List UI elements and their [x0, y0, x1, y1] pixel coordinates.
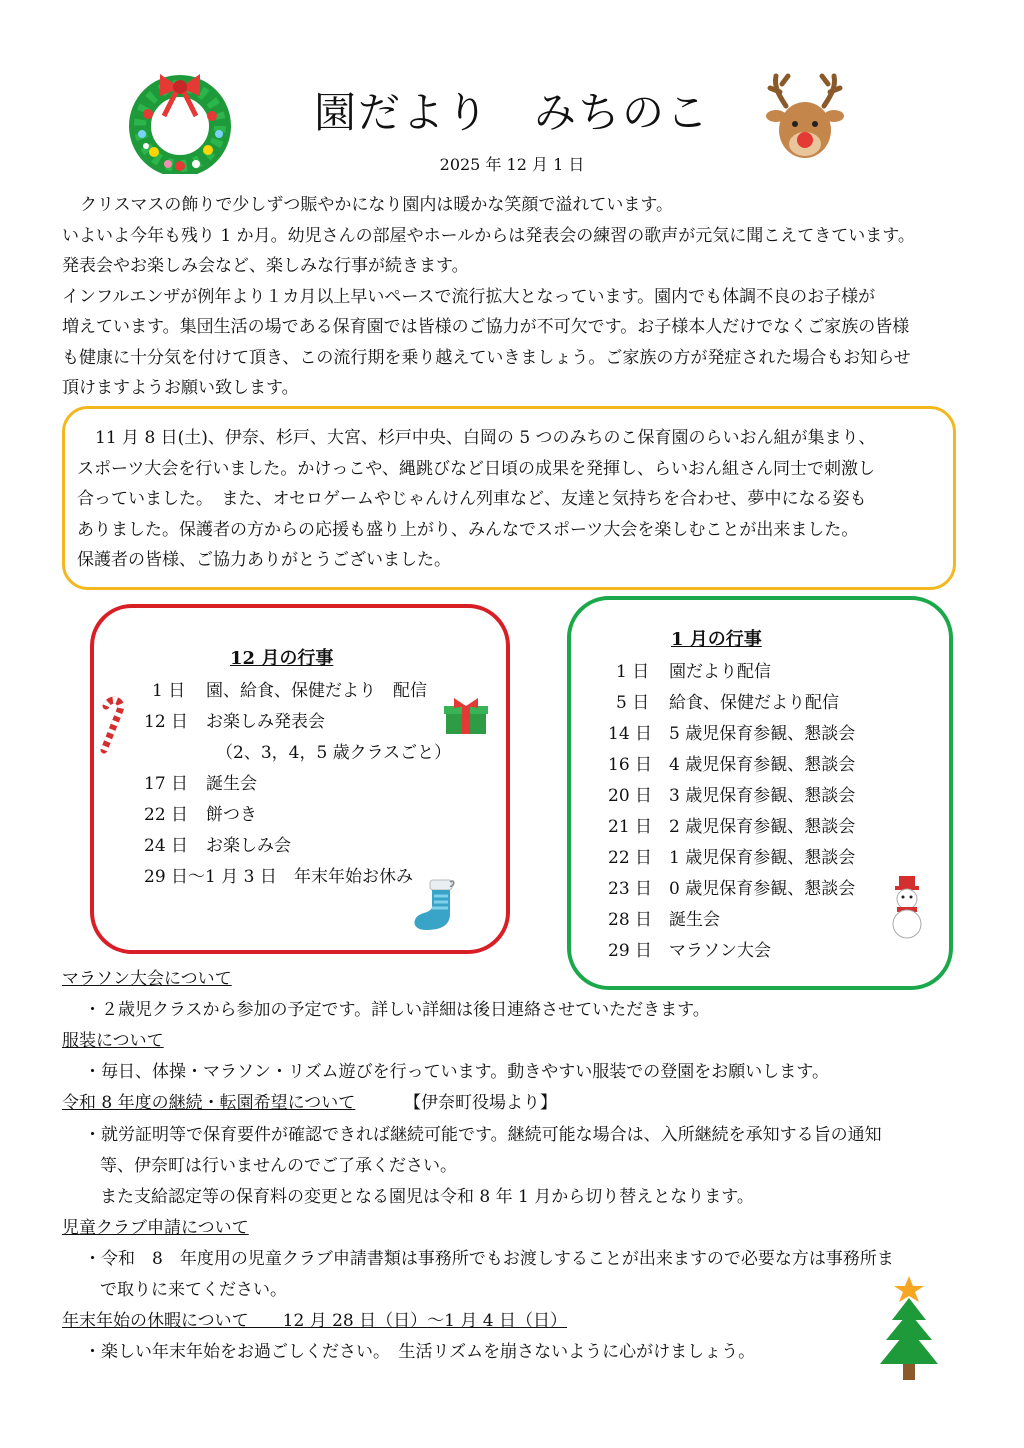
event-text: お楽しみ発表会	[206, 712, 325, 732]
page-title: 園だより みちのこ	[313, 88, 710, 137]
event-text: 0 歳児保育参観、懇談会	[669, 879, 856, 899]
notice-body: ・毎日、体操・マラソン・リズム遊びを行っています。動きやすい服装での登園をお願いします。	[84, 1062, 829, 1082]
intro-line: 増えています。集団生活の場である保育園では皆様のご協力が不可欠です。お子様本人だけでなくご家族の皆様	[62, 317, 910, 337]
event-text: マラソン大会	[669, 941, 771, 961]
notice-heading: 年末年始の休暇について 12 月 28 日（日）〜1 月 4 日（日）	[62, 1311, 567, 1331]
event-day: 22 日	[144, 805, 189, 825]
notice-body: ・令和 8 年度用の児童クラブ申請書類は事務所でもお渡しすることが出来ますので必要な方は事務所ま	[84, 1249, 894, 1269]
notice-heading: 服装について	[62, 1031, 164, 1051]
event-day: 5 日	[616, 693, 650, 713]
event-day: 12 日	[144, 712, 189, 732]
intro-line: インフルエンザが例年より１カ月以上早いペースで流行拡大となっています。園内でも体調不良のお子様が	[62, 286, 876, 307]
event-text: お楽しみ会	[206, 836, 291, 856]
intro-line: も健康に十分気を付けて頂き、この流行期を乗り越えていきましょう。ご家族の方が発症された場合もお知らせ	[62, 347, 911, 368]
event-day: 1 日	[616, 662, 650, 682]
event-text: 3 歳児保育参観、懇談会	[669, 786, 856, 806]
event-day: 24 日	[144, 836, 189, 856]
event-text: 園、給食、保健だより 配信	[206, 681, 427, 701]
issue-date: 2025 年 12 月 1 日	[439, 155, 585, 174]
notice-heading: 令和 8 年度の継続・転園希望について	[62, 1093, 356, 1113]
snowman-icon	[888, 874, 926, 940]
sports-line: ありました。保護者の方からの応援も盛り上がり、みんなでスポーツ大会を楽しむことが出来ました。	[77, 519, 859, 540]
sports-line: 合っていました。 また、オセロゲームやじゃんけん列車など、友達と気持ちを合わせ、夢中になる姿も	[77, 489, 867, 509]
event-text: 餅つき	[206, 805, 257, 825]
intro-line: 発表会やお楽しみ会など、楽しみな行事が続きます。	[62, 256, 469, 276]
intro-line: 頂けますようお願い致します。	[62, 378, 299, 398]
event-text: 給食、保健だより配信	[669, 693, 839, 713]
event-day: 28 日	[608, 910, 653, 930]
event-text: 誕生会	[669, 910, 720, 930]
notice-heading: 児童クラブ申請について	[62, 1218, 249, 1238]
event-day: 23 日	[608, 879, 653, 899]
event-day: 20 日	[608, 786, 653, 806]
event-text: 5 歳児保育参観、懇談会	[669, 724, 856, 744]
notice-body: ・２歳児クラスから参加の予定です。詳しい詳細は後日連絡させていただきます。	[84, 1000, 710, 1020]
event-day: 22 日	[608, 848, 653, 868]
notice-body: ・楽しい年末年始をお過ごしください。 生活リズムを崩さないように心がけましょう。	[84, 1342, 756, 1362]
event-day: 16 日	[608, 755, 653, 775]
notice-heading: マラソン大会について	[62, 969, 232, 989]
event-text: （2、3，4，5 歳クラスごと）	[216, 743, 452, 763]
notice-body: ・就労証明等で保育要件が確認できれば継続可能です。継続可能な場合は、入所継続を承知する旨の通知	[84, 1125, 882, 1145]
stocking-icon	[410, 878, 456, 932]
event-text: 2 歳児保育参観、懇談会	[669, 817, 856, 837]
sports-day-text	[77, 423, 947, 576]
sports-line: 11 月 8 日(土)、伊奈、杉戸、大宮、杉戸中央、白岡の 5 つのみちのこ保育園のらいおん組が集まり、	[95, 428, 876, 448]
event-text: 園だより配信	[669, 662, 771, 682]
event-day: 1 日	[152, 681, 186, 701]
event-text: 1 歳児保育参観、懇談会	[669, 848, 856, 868]
notice-body: で取りに来てください。	[100, 1280, 287, 1300]
event-text: 年末年始お休み	[294, 867, 413, 887]
december-title: 12 月の行事	[230, 648, 334, 669]
intro-line: クリスマスの飾りで少しずつ賑やかになり園内は暖かな笑顔で溢れています。	[80, 195, 673, 215]
notice-source: 【伊奈町役場より】	[404, 1093, 557, 1113]
notice-body: また支給認定等の保育料の変更となる園児は令和 8 年 1 月から切り替えとなります。	[100, 1187, 754, 1207]
event-day: 17 日	[144, 774, 189, 794]
event-day: 29 日	[608, 941, 653, 961]
notice-body: 等、伊奈町は行いませんのでご了承ください。	[100, 1156, 457, 1176]
event-day: 21 日	[608, 817, 653, 837]
gift-box-icon	[442, 698, 490, 736]
candy-cane-icon	[96, 696, 132, 754]
january-title: 1 月の行事	[671, 629, 762, 650]
event-text: 4 歳児保育参観、懇談会	[669, 755, 856, 775]
event-day: 14 日	[608, 724, 653, 744]
christmas-tree-icon	[876, 1274, 942, 1382]
intro-line: いよいよ今年も残り 1 か月。幼児さんの部屋やホールからは発表会の練習の歌声が元気に聞こえてきています。	[62, 225, 915, 246]
intro-paragraph	[62, 190, 972, 404]
event-text: 誕生会	[206, 774, 257, 794]
event-day: 29 日〜1 月 3 日	[144, 867, 277, 887]
sports-line: スポーツ大会を行いました。かけっこや、縄跳びなど日頃の成果を発揮し、らいおん組さん同士で刺激し	[77, 458, 875, 479]
sports-line: 保護者の皆様、ご協力ありがとうございました。	[77, 550, 451, 570]
